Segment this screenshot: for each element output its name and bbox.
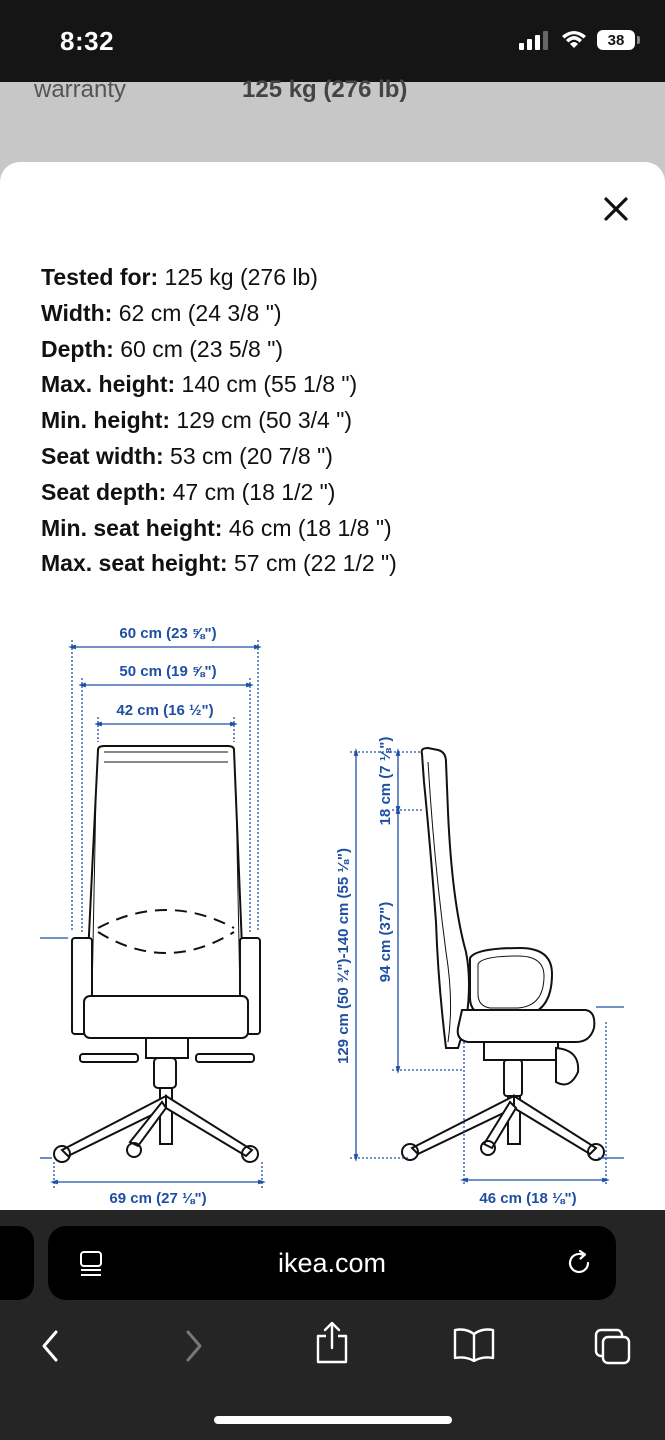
spec-label: Width: <box>41 299 113 326</box>
spec-label: Depth: <box>41 335 114 362</box>
side-view-chair <box>402 748 604 1160</box>
signal-icon <box>519 30 551 50</box>
home-indicator <box>214 1416 452 1424</box>
previous-tab-preview[interactable] <box>0 1226 34 1300</box>
spec-label: Min. height: <box>41 407 171 434</box>
share-icon[interactable] <box>314 1320 350 1366</box>
spec-label: Min. seat height: <box>41 514 223 541</box>
warranty-label: warranty <box>34 76 127 103</box>
status-icons <box>519 30 635 50</box>
url-text: ikea.com <box>277 1248 387 1278</box>
spec-row-max-seat-height <box>41 546 397 582</box>
spec-value: 62 cm (24 3/8 ") <box>112 299 282 326</box>
spec-row-depth <box>41 332 397 368</box>
base-width-label: 69 cm (27 ⅛") <box>109 1190 207 1207</box>
address-bar[interactable] <box>48 1226 616 1300</box>
spec-value: 57 cm (22 1/2 ") <box>227 550 397 577</box>
front-width-inner-label: 42 cm (16 ½") <box>116 702 214 719</box>
spec-value: 47 cm (18 1/2 ") <box>166 478 336 505</box>
close-icon[interactable] <box>601 194 631 224</box>
spec-row-tested-for <box>41 260 397 296</box>
bookmarks-icon[interactable] <box>452 1326 496 1362</box>
spec-value: 53 cm (20 7/8 ") <box>163 442 333 469</box>
battery-indicator: 38 <box>597 30 635 50</box>
spec-value: 46 cm (18 1/8 ") <box>222 514 392 541</box>
reload-icon[interactable] <box>564 1248 594 1278</box>
spec-row-width <box>41 296 397 332</box>
front-width-mid-label: 50 cm (19 ⅝") <box>119 663 217 680</box>
height-range-label: 129 cm (50 ¾")-140 cm (55 ⅛") <box>335 847 352 1065</box>
spec-label: Max. seat height: <box>41 550 228 577</box>
seat-depth-label: 46 cm (18 ⅛") <box>479 1190 577 1207</box>
status-bar <box>0 0 665 82</box>
chair-dimension-diagram <box>0 602 665 1212</box>
tabs-icon[interactable] <box>592 1326 634 1366</box>
spec-value: 125 kg (276 lb) <box>158 264 318 290</box>
back-icon[interactable] <box>38 1326 62 1366</box>
front-depth-label: 60 cm (23 ⅝") <box>119 625 217 642</box>
spec-label: Tested for: <box>41 264 159 290</box>
spec-row-min-seat-height <box>41 511 397 547</box>
headrest-height-label: 18 cm (7 ⅛") <box>377 736 394 826</box>
dimensions-sheet <box>0 162 665 1212</box>
spec-value: 129 cm (50 3/4 ") <box>170 407 353 434</box>
back-height-label: 94 cm (37") <box>377 901 394 983</box>
browser-bottom-bar <box>0 1210 665 1440</box>
spec-list <box>41 260 397 582</box>
front-view-chair <box>54 746 260 1162</box>
browser-toolbar <box>0 1318 665 1388</box>
spec-value: 140 cm (55 1/8 ") <box>175 371 358 398</box>
spec-row-seat-depth <box>41 475 397 511</box>
wifi-icon <box>561 30 587 50</box>
spec-label: Seat width: <box>41 442 164 469</box>
forward-icon[interactable] <box>182 1326 206 1366</box>
spec-label: Max. height: <box>41 371 176 398</box>
spec-row-min-height <box>41 403 397 439</box>
status-time: 8:32 <box>60 26 115 56</box>
warranty-value: 125 kg (276 lb) <box>242 76 408 103</box>
spec-row-max-height <box>41 367 397 403</box>
spec-label: Seat depth: <box>41 478 167 505</box>
spec-value: 60 cm (23 5/8 ") <box>113 335 284 362</box>
spec-row-seat-width <box>41 439 397 475</box>
